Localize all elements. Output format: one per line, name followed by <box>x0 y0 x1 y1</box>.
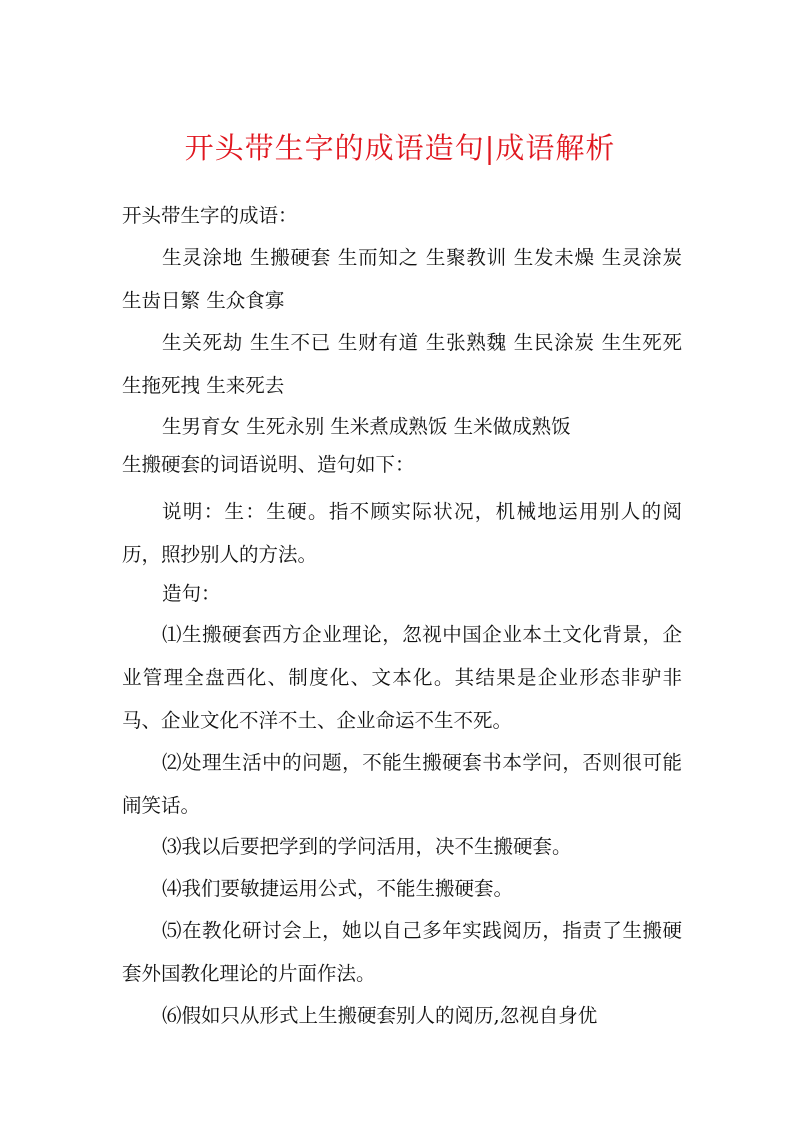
example-sentence-5: ⑸在教化研讨会上，她以自己多年实践阅历，指责了生搬硬套外国教化理论的片面作法。 <box>122 919 682 985</box>
example-sentence-1: ⑴生搬硬套西方企业理论，忽视中国企业本土文化背景，企业管理全盘西化、制度化、文本化。其结果是企业形态非驴非马、企业文化不洋不土、企业命运不生不死。 <box>122 623 682 732</box>
example-sentence-2: ⑵处理生活中的问题，不能生搬硬套书本学问，否则很可能闹笑话。 <box>122 751 682 817</box>
idiom-list-1: 生灵涂地 生搬硬套 生而知之 生聚教训 生发未燥 生灵涂炭 生齿日繁 生众食寡 <box>122 246 682 312</box>
explain-heading: 生搬硬套的词语说明、造句如下： <box>122 453 415 476</box>
explanation-paragraph: 说明：生：生硬。指不顾实际状况，机械地运用别人的阅历，照抄别人的方法。 <box>122 500 682 566</box>
idiom-list-2: 生关死劫 生生不已 生财有道 生张熟魏 生民涂炭 生生死死 生拖死拽 生来死去 <box>122 331 682 397</box>
intro-line: 开头带生字的成语： <box>122 204 298 227</box>
examples-label: 造句： <box>162 582 221 605</box>
example-sentence-6: ⑹假如只从形式上生搬硬套别人的阅历,忽视自身优 <box>162 1004 598 1027</box>
idiom-list-3: 生男育女 生死永别 生米煮成熟饭 生米做成熟饭 <box>162 415 571 438</box>
example-sentence-3: ⑶我以后要把学到的学问活用，决不生搬硬套。 <box>162 835 572 858</box>
example-sentence-4: ⑷我们要敏捷运用公式，不能生搬硬套。 <box>162 877 514 900</box>
document-title: 开头带生字的成语造句|成语解析 <box>184 131 616 165</box>
